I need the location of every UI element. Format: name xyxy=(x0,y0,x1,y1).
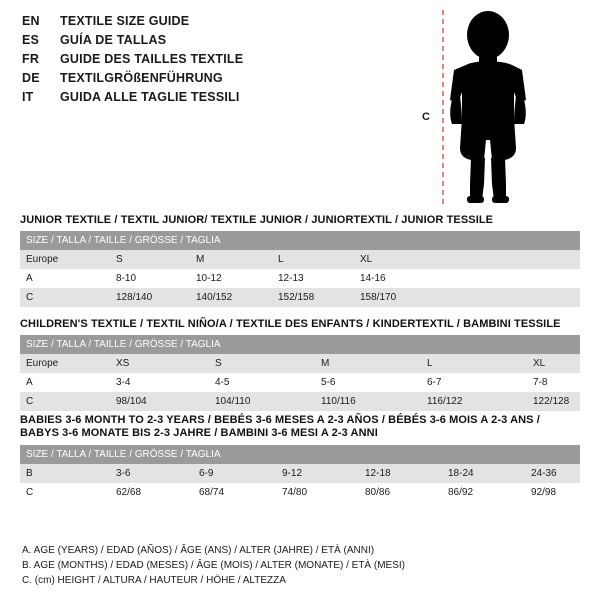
header-row-fr xyxy=(22,52,442,71)
height-measure-label: C xyxy=(422,111,430,123)
cell: M xyxy=(315,354,421,373)
table-row xyxy=(20,373,580,392)
cell: 12-13 xyxy=(272,269,354,288)
row-label: A xyxy=(20,373,110,392)
row-label: C xyxy=(20,288,110,307)
row-label: A xyxy=(20,269,110,288)
guide-title-fr: GUIDE DES TAILLES TEXTILE xyxy=(60,52,244,66)
language-code-de: DE xyxy=(22,71,40,85)
section-title-junior: JUNIOR TEXTILE / TEXTIL JUNIOR/ TEXTILE JUNIOR / JUNIORTEXTIL / JUNIOR TESSILE xyxy=(20,214,494,226)
legend-notes xyxy=(22,543,582,588)
cell: M xyxy=(190,250,272,269)
cell: 4-5 xyxy=(209,373,315,392)
size-table-children xyxy=(20,335,580,411)
cell: 80/86 xyxy=(359,483,442,502)
table-row xyxy=(20,354,580,373)
guide-title-it: GUIDA ALLE TAGLIE TESSILI xyxy=(60,90,240,104)
cell: 24-36 xyxy=(525,464,580,483)
language-code-en: EN xyxy=(22,14,40,28)
cell: 140/152 xyxy=(190,288,272,307)
cell: 14-16 xyxy=(354,269,580,288)
table-row xyxy=(20,392,580,411)
row-label: C xyxy=(20,392,110,411)
note-height-cm: C. (cm) HEIGHT / ALTURA / HAUTEUR / HÖHE / ALTEZZA xyxy=(22,575,286,586)
table-header-label: SIZE / TALLA / TAILLE / GRÖSSE / TAGLIA xyxy=(20,445,580,464)
table-row xyxy=(20,483,580,502)
header-row-de xyxy=(22,71,442,90)
cell: 5-6 xyxy=(315,373,421,392)
cell: 6-9 xyxy=(193,464,276,483)
guide-title-es: GUÍA DE TALLAS xyxy=(60,33,167,47)
table-row xyxy=(20,288,580,307)
cell: 104/110 xyxy=(209,392,315,411)
note-age-years: A. AGE (YEARS) / EDAD (AÑOS) / ÂGE (ANS) / ALTER (JAHRE) / ETÀ (ANNI) xyxy=(22,545,375,556)
cell: 152/158 xyxy=(272,288,354,307)
cell: 62/68 xyxy=(110,483,193,502)
cell: 8-10 xyxy=(110,269,190,288)
cell: 18-24 xyxy=(442,464,525,483)
cell: S xyxy=(209,354,315,373)
section-title-children: CHILDREN'S TEXTILE / TEXTIL NIÑO/A / TEXTILE DES ENFANTS / KINDERTEXTIL / BAMBINI TESSILE xyxy=(20,318,561,330)
size-table-junior xyxy=(20,231,580,307)
table-row xyxy=(20,269,580,288)
row-label: B xyxy=(20,464,110,483)
guide-title-de: TEXTILGRÖßENFÜHRUNG xyxy=(60,71,223,85)
cell: 10-12 xyxy=(190,269,272,288)
cell: 9-12 xyxy=(276,464,359,483)
child-silhouette-icon xyxy=(422,8,582,208)
cell: 3-4 xyxy=(110,373,209,392)
cell: 74/80 xyxy=(276,483,359,502)
row-label: Europe xyxy=(20,250,110,269)
cell: XL xyxy=(354,250,580,269)
header-row-es xyxy=(22,33,442,52)
section-junior xyxy=(20,214,580,307)
cell: 110/116 xyxy=(315,392,421,411)
cell: 158/170 xyxy=(354,288,580,307)
table-header-row xyxy=(20,445,580,464)
language-code-fr: FR xyxy=(22,52,40,66)
cell: XL xyxy=(527,354,580,373)
header-row-it xyxy=(22,90,442,109)
section-babies xyxy=(20,414,580,502)
section-children xyxy=(20,318,580,411)
cell: 116/122 xyxy=(421,392,527,411)
cell: S xyxy=(110,250,190,269)
table-row xyxy=(20,250,580,269)
cell: 7-8 xyxy=(527,373,580,392)
header-row-en xyxy=(22,14,442,33)
cell: 92/98 xyxy=(525,483,580,502)
row-label: Europe xyxy=(20,354,110,373)
guide-title-en: TEXTILE SIZE GUIDE xyxy=(60,14,190,28)
note-age-months: B. AGE (MONTHS) / EDAD (MESES) / ÂGE (MOIS) / ALTER (MONATE) / ETÀ (MESI) xyxy=(22,560,405,571)
table-header-row xyxy=(20,335,580,354)
language-code-es: ES xyxy=(22,33,40,47)
cell: XS xyxy=(110,354,209,373)
cell: L xyxy=(272,250,354,269)
language-title-block xyxy=(22,14,442,109)
table-header-row xyxy=(20,231,580,250)
cell: 98/104 xyxy=(110,392,209,411)
cell: 68/74 xyxy=(193,483,276,502)
cell: 122/128 xyxy=(527,392,580,411)
figure-area xyxy=(422,8,582,208)
cell: L xyxy=(421,354,527,373)
section-title-babies: BABIES 3-6 MONTH TO 2-3 YEARS / BEBÉS 3-6 MESES A 2-3 AÑOS / BÉBÉS 3-6 MOIS A 2-3 ANS / BABYS 3-6 MONATE BIS 2-3 JAHRE / BAMBINI 3-6 MESI A 2-3 ANNI xyxy=(20,414,540,439)
table-row xyxy=(20,464,580,483)
language-code-it: IT xyxy=(22,90,34,104)
cell: 86/92 xyxy=(442,483,525,502)
cell: 3-6 xyxy=(110,464,193,483)
cell: 128/140 xyxy=(110,288,190,307)
size-table-babies xyxy=(20,445,580,502)
cell: 6-7 xyxy=(421,373,527,392)
table-header-label: SIZE / TALLA / TAILLE / GRÖSSE / TAGLIA xyxy=(20,231,580,250)
table-header-label: SIZE / TALLA / TAILLE / GRÖSSE / TAGLIA xyxy=(20,335,580,354)
row-label: C xyxy=(20,483,110,502)
cell: 12-18 xyxy=(359,464,442,483)
